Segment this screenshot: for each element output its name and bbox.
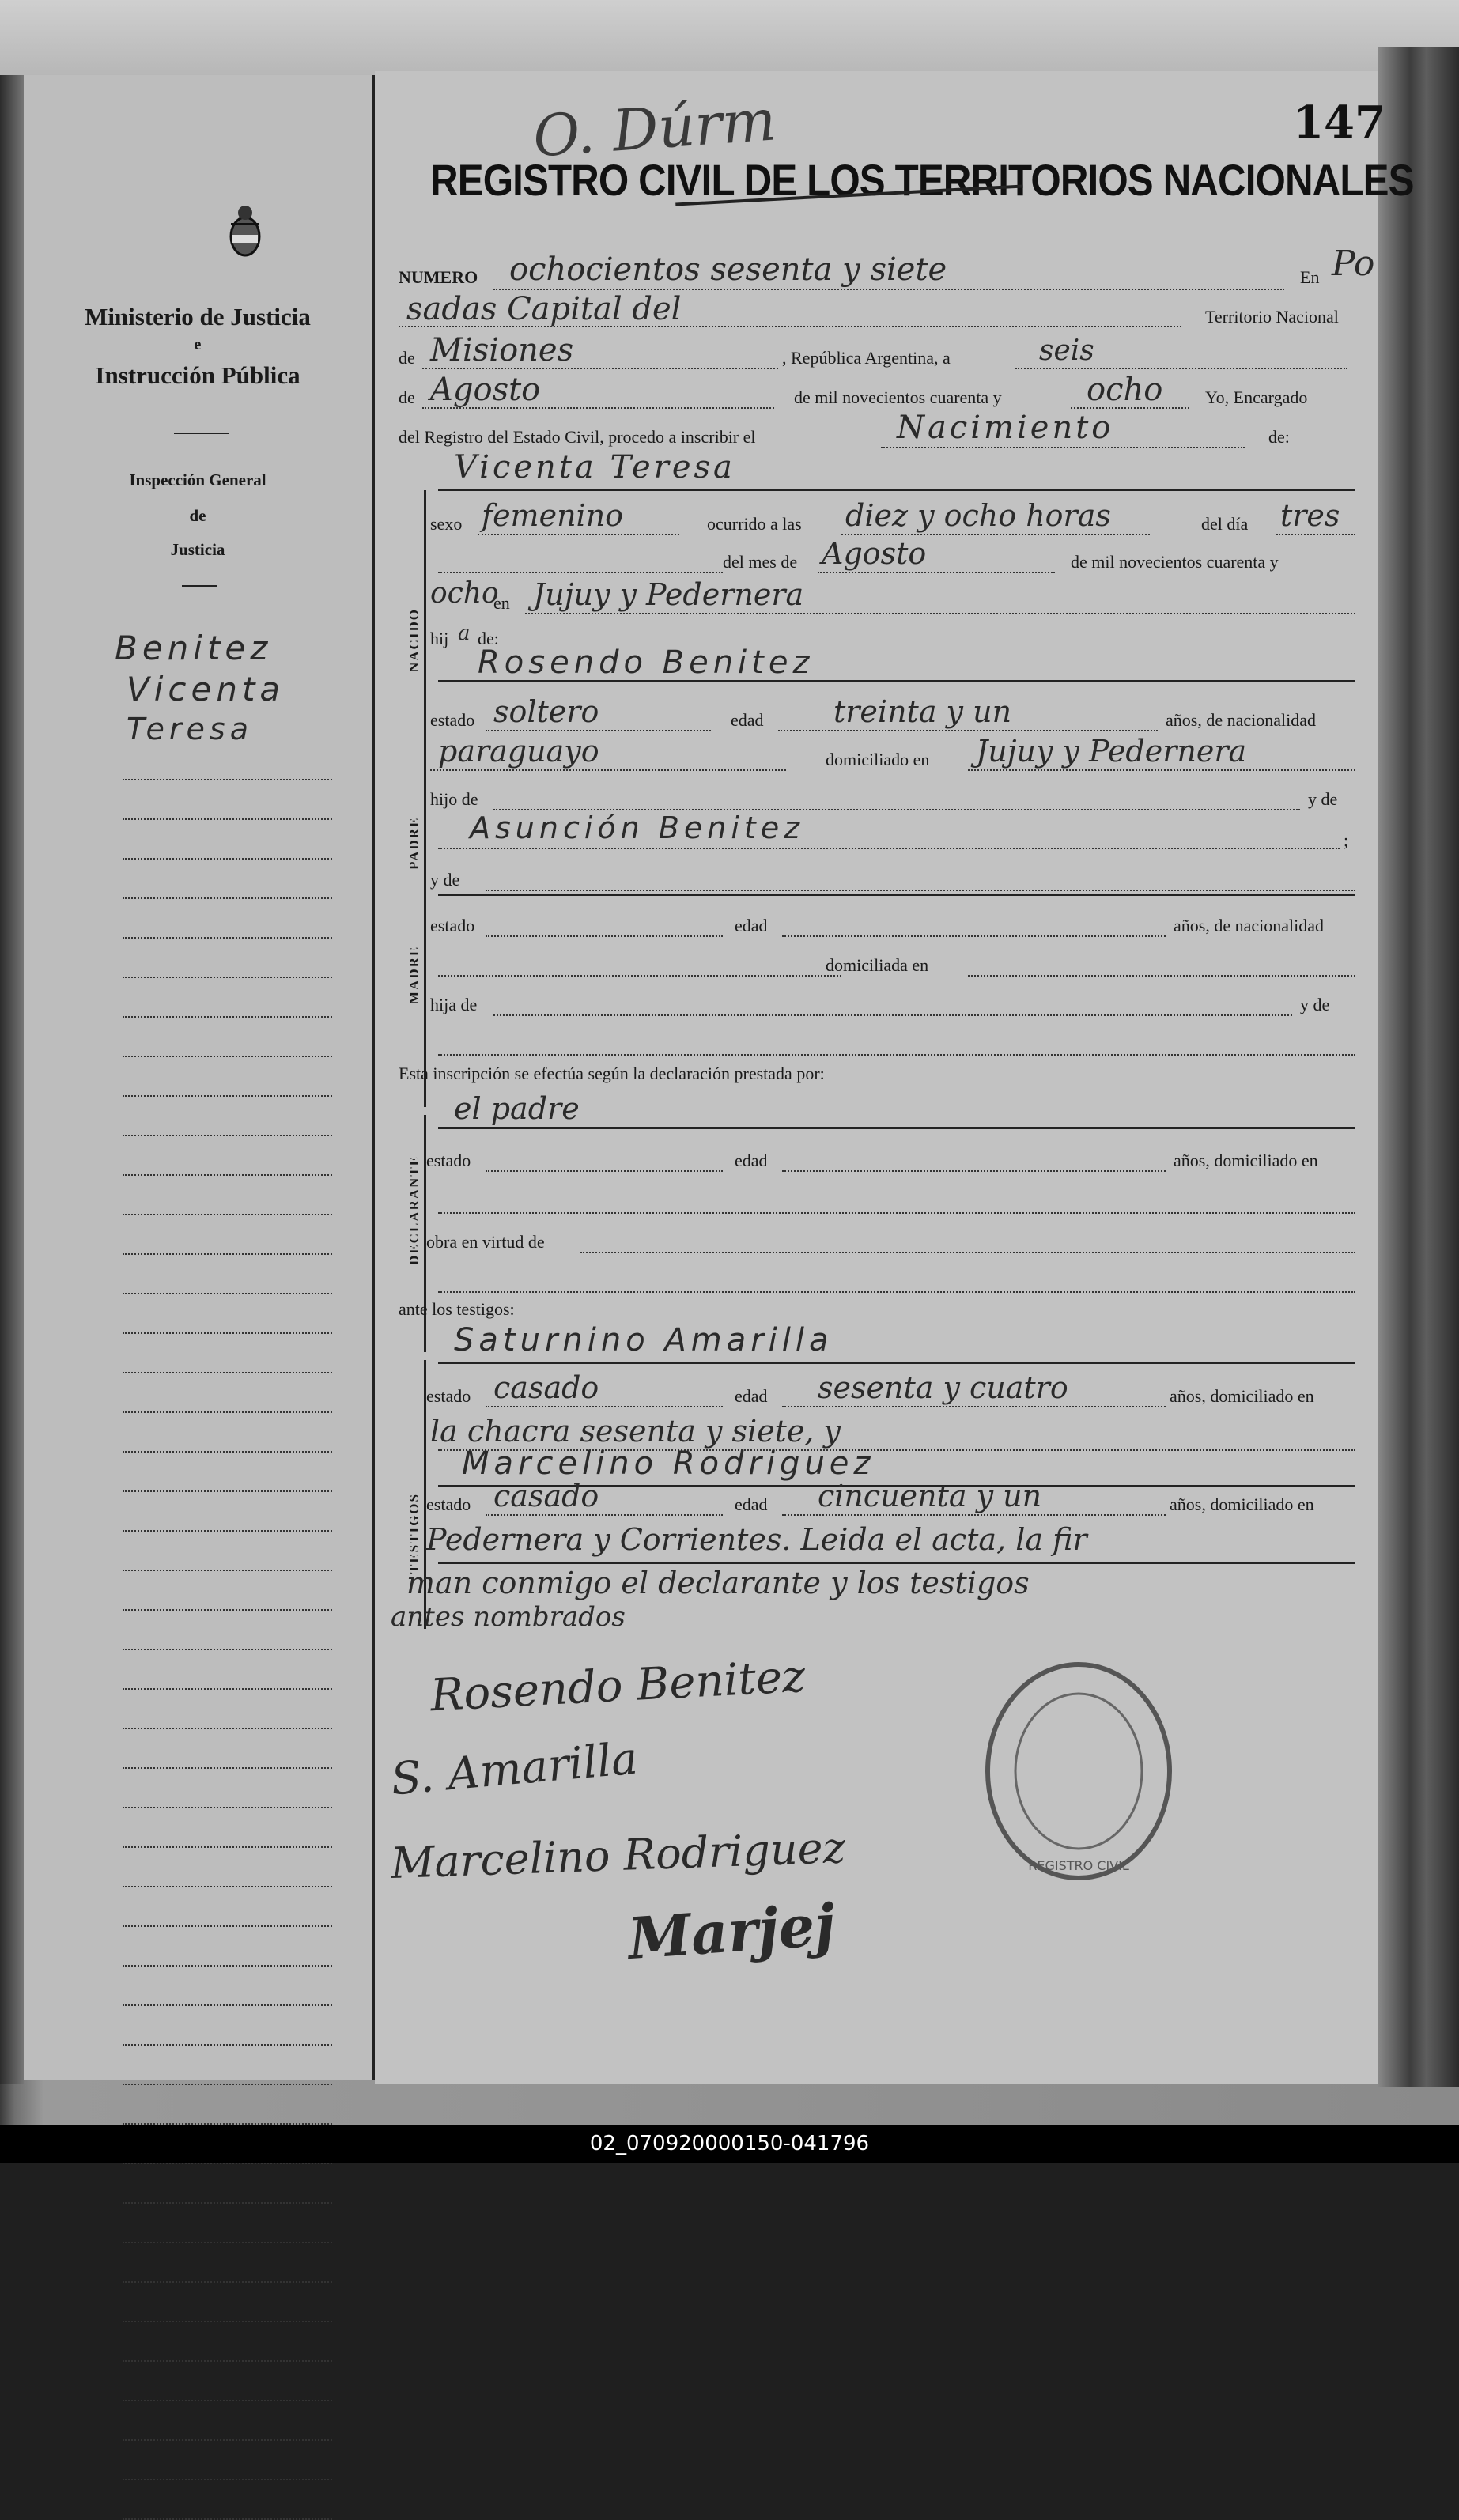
ocurrido-label: ocurrido a las: [707, 514, 802, 534]
margin-ruled-line: [123, 2242, 332, 2243]
page-edge-strip: [1378, 47, 1459, 2087]
hora-line: [841, 534, 1150, 535]
domicilio-value: Jujuy y Pedernera: [976, 734, 1247, 769]
edad-label: edad: [735, 1150, 768, 1170]
mother-name-line: [486, 890, 1355, 891]
year-value: ocho: [1087, 372, 1163, 408]
margin-ruled-line: [123, 1253, 332, 1255]
edad-label: edad: [735, 916, 768, 935]
margin-surname: Benitez: [115, 629, 273, 667]
stamp-text: REGISTRO CIVIL: [1028, 1858, 1129, 1873]
grandmother-value: Asunción Benitez: [470, 810, 805, 845]
section-top-rule: [438, 1127, 1355, 1129]
margin-ruled-line: [123, 2479, 332, 2480]
mes-label: del mes de: [723, 552, 798, 572]
estado-value: soltero: [493, 694, 599, 729]
estado-label: estado: [426, 1150, 471, 1170]
margin-ruled-line: [123, 1886, 332, 1887]
hija-line: [493, 1014, 1292, 1016]
sexo-value: femenino: [482, 498, 624, 533]
witness1-domicilio-value: la chacra sesenta y siete, y: [430, 1414, 841, 1449]
hij-de-label: de:: [478, 629, 499, 648]
witness2-estado-value: casado: [493, 1479, 599, 1513]
domicilio-line: [968, 975, 1355, 977]
margin-ruled-line: [123, 937, 332, 939]
margin-ruled-line: [123, 1649, 332, 1650]
witness2-edad-value: cincuenta y un: [818, 1479, 1042, 1513]
page-number: 147: [1293, 96, 1385, 149]
estado-line: [486, 1514, 723, 1516]
page-title: REGISTRO CIVIL DE LOS TERRITORIOS NACIONALES: [430, 155, 1414, 205]
witness2-domicilio-line3: antes nombrados: [391, 1601, 626, 1633]
obra-line: [580, 1252, 1355, 1253]
declarante-name-value: el padre: [454, 1091, 580, 1126]
ministry-line-3: Instrucción Pública: [95, 361, 300, 389]
estado-line: [486, 730, 711, 731]
place-value: sadas Capital del: [406, 291, 682, 327]
obra-label: obra en virtud de: [426, 1232, 545, 1252]
margin-ruled-line: [123, 1056, 332, 1057]
hija-label: hija de: [430, 995, 478, 1014]
day-line: [1015, 368, 1347, 369]
yo-label: Yo, Encargado: [1205, 387, 1308, 407]
page-top-edge: [0, 0, 1459, 75]
margin-ruled-line: [123, 1807, 332, 1808]
domicilio-label: domiciliado en: [826, 750, 930, 769]
month-value: Agosto: [430, 372, 541, 408]
anos-label: años, domiciliado en: [1170, 1494, 1314, 1514]
act-line: [881, 447, 1245, 448]
nacido-section-label: NACIDO: [406, 608, 421, 672]
nacionalidad-value: paraguayo: [438, 734, 599, 769]
witness1-estado-value: casado: [493, 1370, 599, 1405]
margin-ruled-line: [123, 1965, 332, 1967]
margin-ruled-line: [123, 1846, 332, 1848]
child-name-value: Vicenta Teresa: [454, 449, 735, 485]
registry-form: [375, 71, 1414, 2084]
republica-label: , República Argentina, a: [782, 348, 951, 368]
anos-label: años, de nacionalidad: [1166, 710, 1316, 730]
margin-ruled-line: [123, 1728, 332, 1729]
margin-ruled-line: [123, 2321, 332, 2322]
edad-line: [778, 730, 1158, 731]
signature-registrar: Marjej: [626, 1890, 837, 1973]
margin-ruled-line: [123, 1490, 332, 1492]
inspection-line-3: Justicia: [170, 540, 225, 559]
section-top-rule: [438, 894, 1355, 896]
margin-given-name: Vicenta: [127, 670, 285, 708]
estado-label: estado: [430, 916, 475, 935]
margin-ruled-line: [123, 2084, 332, 2085]
margin-ruled-line: [123, 1214, 332, 1215]
registro-label: del Registro del Estado Civil, procedo a inscribir el: [399, 427, 756, 447]
margin-ruled-line: [123, 1411, 332, 1413]
grandmother-line: [438, 848, 1340, 849]
witness1-edad-value: sesenta y cuatro: [818, 1370, 1068, 1405]
estado-line: [486, 1170, 723, 1172]
en-label: en: [493, 593, 510, 613]
estado-label: estado: [426, 1494, 471, 1514]
divider: [174, 433, 229, 434]
yde-label: y de: [430, 870, 460, 890]
anos-label: años, de nacionalidad: [1174, 916, 1324, 935]
nacionalidad-line: [438, 975, 841, 977]
numero-label: NUMERO: [399, 267, 478, 287]
margin-ruled-line: [123, 1925, 332, 1927]
declaracion-label: Esta inscripción se efectúa según la declaración prestada por:: [399, 1064, 825, 1083]
de3-label: de:: [1268, 427, 1290, 447]
mes-line: [818, 572, 1055, 573]
numero-value: ochocientos sesenta y siete: [509, 251, 947, 288]
dia-line: [1276, 534, 1355, 535]
official-stamp: [976, 1653, 1181, 1890]
edad-label: edad: [735, 1494, 768, 1514]
territory-value: Misiones: [430, 332, 574, 368]
margin-ruled-line: [123, 2202, 332, 2204]
signature-witness1: S. Amarilla: [388, 1732, 641, 1806]
yde2-label: y de: [1300, 995, 1330, 1014]
de2-label: de: [399, 387, 415, 407]
blank-line: [438, 572, 723, 573]
margin-ruled-line: [123, 1332, 332, 1334]
en-value: Po: [1332, 244, 1375, 284]
margin-ruled-line: [123, 1095, 332, 1097]
en-label: En: [1300, 267, 1320, 287]
coat-of-arms-icon: [221, 202, 269, 265]
signature-declarante: Rosendo Benitez: [429, 1650, 807, 1722]
padre-section-label: PADRE: [406, 816, 421, 870]
anos-label: años, domiciliado en: [1170, 1386, 1314, 1406]
sexo-label: sexo: [430, 514, 463, 534]
dia-value: tres: [1280, 498, 1340, 533]
blank-line: [438, 1291, 1355, 1293]
testigos-label: ante los testigos:: [399, 1299, 515, 1319]
margin-ruled-line: [123, 1293, 332, 1294]
edad-label: edad: [731, 710, 764, 730]
territorio-label: Territorio Nacional: [1205, 307, 1339, 327]
mil-label: de mil novecientos cuarenta y: [1071, 552, 1279, 572]
section-rule: [438, 1562, 1355, 1564]
margin-ruled-line: [123, 1135, 332, 1136]
hora-value: diez y ocho horas: [845, 498, 1111, 533]
margin-ruled-line: [123, 858, 332, 860]
witness2-domicilio-line2: man conmigo el declarante y los testigos: [406, 1566, 1030, 1600]
witness2-domicilio-line1: Pedernera y Corrientes. Leida el acta, la fir: [426, 1522, 1087, 1557]
domicilio-line: [968, 769, 1355, 771]
blank-line: [438, 1054, 1355, 1056]
margin-ruled-line: [123, 1372, 332, 1373]
section-top-rule: [438, 1362, 1355, 1364]
margin-ruled-line: [123, 1767, 332, 1769]
margin-ruled-line: [123, 2123, 332, 2125]
margin-ruled-line: [123, 897, 332, 899]
margin-ruled-line: [123, 2439, 332, 2441]
margin-ruled-line: [123, 1609, 332, 1611]
margin-ruled-line: [123, 1016, 332, 1018]
top-handwritten-annotation: O. Dúrm: [531, 86, 778, 170]
estado-line: [486, 935, 723, 937]
left-margin-panel: [24, 75, 375, 2080]
day-value: seis: [1039, 334, 1094, 367]
sexo-line: [478, 534, 679, 535]
signature-witness2: Marcelino Rodriguez: [390, 1822, 847, 1889]
year-value: ocho: [430, 577, 499, 610]
margin-ruled-line: [123, 1688, 332, 1690]
hijo-label: hijo de: [430, 789, 478, 809]
margin-ruled-line: [123, 779, 332, 780]
de-label: de: [399, 348, 415, 368]
estado-line: [486, 1406, 723, 1407]
margin-ruled-line: [123, 2360, 332, 2362]
book-binding: [0, 75, 24, 2084]
edad-line: [782, 935, 1166, 937]
inspection-line-1: Inspección General: [129, 470, 266, 489]
hij-label: hij: [430, 629, 449, 648]
margin-ruled-line: [123, 2044, 332, 2046]
anos-label: años, domiciliado en: [1174, 1150, 1318, 1170]
image-id-label: 02_070920000150-041796: [589, 2132, 870, 2155]
father-name-value: Rosendo Benitez: [478, 644, 815, 681]
divider: [182, 585, 217, 587]
madre-section-label: MADRE: [406, 945, 421, 1004]
domicilio-line: [438, 1212, 1355, 1214]
witness2-name-value: Marcelino Rodriguez: [462, 1445, 875, 1482]
margin-ruled-line: [123, 1570, 332, 1571]
ministry-line-2: e: [194, 336, 202, 353]
section-top-rule: [438, 489, 1355, 491]
yde-label: y de: [1308, 789, 1338, 809]
edad-line: [782, 1514, 1166, 1516]
mes-value: Agosto: [822, 536, 927, 571]
hij-value: a: [458, 621, 471, 645]
edad-value: treinta y un: [833, 694, 1012, 729]
birthplace-line: [525, 613, 1355, 614]
birthplace-value: Jujuy y Pedernera: [533, 577, 804, 612]
witness1-name-value: Saturnino Amarilla: [454, 1322, 833, 1358]
margin-middle-name: Teresa: [127, 712, 253, 746]
edad-line: [782, 1406, 1166, 1407]
margin-ruled-line: [123, 2281, 332, 2283]
estado-label: estado: [430, 710, 475, 730]
semicolon: ;: [1344, 830, 1349, 850]
margin-ruled-line: [123, 818, 332, 820]
section-top-rule: [438, 680, 1355, 682]
edad-label: edad: [735, 1386, 768, 1406]
domicilio-label: domiciliada en: [826, 955, 929, 975]
ministry-line-1: Ministerio de Justicia: [85, 303, 311, 331]
dia-label: del día: [1201, 514, 1249, 534]
margin-ruled-line: [123, 1530, 332, 1532]
margin-ruled-line: [123, 1174, 332, 1176]
margin-ruled-line: [123, 2004, 332, 2006]
margin-ruled-line: [123, 977, 332, 978]
margin-ruled-line: [123, 1451, 332, 1453]
edad-line: [782, 1170, 1166, 1172]
testigos-section-label: TESTIGOS: [406, 1493, 421, 1574]
inspection-line-2: de: [189, 506, 206, 525]
estado-label: estado: [426, 1386, 471, 1406]
margin-ruled-line: [123, 2400, 332, 2401]
mil-label: de mil novecientos cuarenta y: [794, 387, 1002, 407]
numero-line: [493, 289, 1284, 290]
nacionalidad-line: [430, 769, 786, 771]
declarante-section-label: DECLARANTE: [406, 1154, 421, 1265]
act-value: Nacimiento: [897, 410, 1114, 446]
